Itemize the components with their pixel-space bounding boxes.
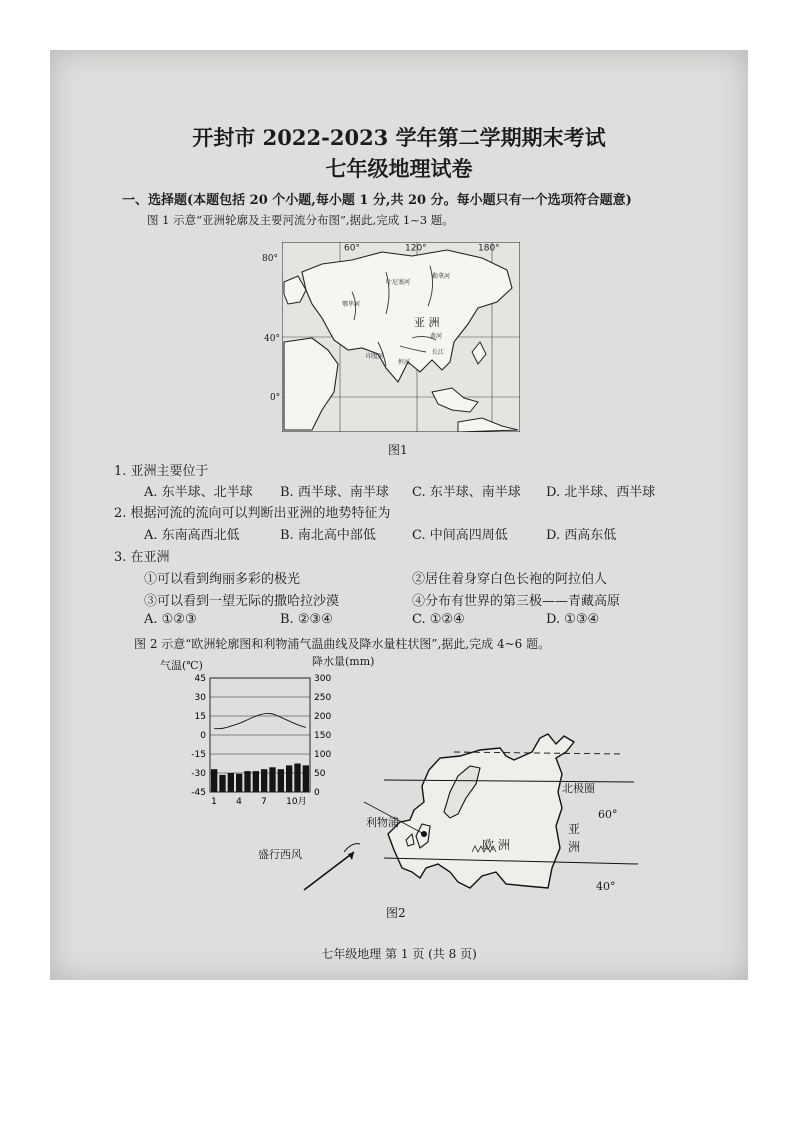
- precip-bar: [236, 774, 242, 792]
- q1-option-d: D. 北半球、西半球: [546, 485, 656, 500]
- asia-label-2: 洲: [568, 840, 581, 854]
- month-tick-label: 7: [261, 797, 267, 807]
- precip-tick-label: 0: [314, 788, 320, 798]
- river-label: 印度河: [366, 353, 385, 360]
- q3-statement-1: ①可以看到绚丽多彩的极光: [144, 572, 301, 587]
- month-tick-label: 4: [236, 797, 242, 807]
- westerlies-label: 盛行西风: [258, 848, 302, 861]
- exam-page: [50, 50, 748, 980]
- question-3-stem: 3. 在亚洲: [114, 550, 170, 565]
- river-label: 长江: [432, 349, 445, 356]
- lat-label: 40°: [264, 334, 280, 344]
- precip-tick-label: 200: [314, 712, 332, 722]
- q2-option-b: B. 南北高中部低: [280, 528, 376, 543]
- figure1-caption: 图1: [388, 443, 408, 457]
- arctic-circle-label: 北极圈: [562, 782, 595, 795]
- river-label: 恒河: [398, 359, 411, 366]
- figure2-caption: 图2: [386, 906, 406, 920]
- river-label: 鄂毕河: [342, 301, 361, 308]
- q3-option-d: D. ①③④: [546, 612, 600, 627]
- q3-option-b: B. ②③④: [280, 612, 333, 627]
- q3-statement-2: ②居住着身穿白色长袍的阿拉伯人: [412, 572, 608, 587]
- section-heading: 一、选择题(本题包括 20 个小题,每小题 1 分,共 20 分。每小题只有一个选项符合题意): [122, 193, 632, 208]
- exam-title: 开封市 2022-2023 学年第二学期期末考试: [192, 125, 606, 150]
- figure1-intro: 图 1 示意“亚洲轮廓及主要河流分布图”,据此,完成 1~3 题。: [147, 213, 454, 227]
- figure2-intro: 图 2 示意“欧洲轮廓图和利物浦气温曲线及降水量柱状图”,据此,完成 4~6 题。: [134, 637, 551, 651]
- exam-subtitle: 七年级地理试卷: [325, 156, 473, 181]
- month-tick-label: 1: [211, 797, 217, 807]
- lat-40-label: 40°: [596, 880, 616, 893]
- question-1-stem: 1. 亚洲主要位于: [114, 464, 209, 479]
- asia-label-1: 亚: [568, 822, 581, 836]
- liverpool-label: 利物浦: [366, 816, 399, 829]
- q1-option-c: C. 东半球、南半球: [412, 485, 521, 500]
- page-footer: 七年级地理 第 1 页 (共 8 页): [321, 947, 477, 961]
- asia-map: [282, 242, 520, 432]
- q3-statement-4: ④分布有世界的第三极——青藏高原: [412, 594, 621, 609]
- europe-label: 欧 洲: [482, 838, 510, 852]
- q2-option-a: A. 东南高西北低: [144, 528, 240, 543]
- q2-option-d: D. 西高东低: [546, 528, 617, 543]
- temp-tick-label: 0: [200, 731, 206, 741]
- precip-tick-label: 100: [314, 750, 332, 760]
- temp-tick-label: 30: [194, 693, 206, 703]
- q1-option-b: B. 西半球、南半球: [280, 485, 389, 500]
- precip-tick-label: 150: [314, 731, 332, 741]
- precip-tick-label: 250: [314, 693, 332, 703]
- q3-statement-3: ③可以看到一望无际的撒哈拉沙漠: [144, 594, 340, 609]
- q3-option-c: C. ①②④: [412, 612, 465, 627]
- temp-tick-label: -45: [191, 788, 206, 798]
- temp-tick-label: -30: [191, 769, 206, 779]
- precip-tick-label: 300: [314, 674, 332, 684]
- lat-label: 80°: [262, 254, 278, 264]
- lat-60-label: 60°: [598, 808, 618, 821]
- lon-label: 120°: [405, 243, 427, 254]
- precip-bar: [219, 775, 225, 792]
- month-tick-label: 10月: [286, 797, 307, 807]
- river-label: 黄河: [430, 333, 443, 340]
- question-2-stem: 2. 根据河流的流向可以判断出亚洲的地势特征为: [114, 506, 391, 521]
- river-label: 叶尼塞河: [386, 279, 411, 286]
- q2-option-c: C. 中间高四周低: [412, 528, 508, 543]
- lon-label: 60°: [344, 243, 360, 254]
- temp-tick-label: 15: [194, 712, 206, 722]
- temp-tick-label: 45: [194, 674, 206, 684]
- lon-label: 180°: [478, 243, 500, 254]
- precip-bar: [228, 773, 234, 792]
- q3-option-a: A. ①②③: [144, 612, 197, 627]
- q1-option-a: A. 东半球、北半球: [144, 485, 253, 500]
- precip-tick-label: 50: [314, 769, 326, 779]
- temp-axis-title: 气温(℃): [160, 659, 203, 672]
- region-label-asia: 亚 洲: [414, 316, 440, 329]
- temp-tick-label: -15: [191, 750, 206, 760]
- lat-label: 0°: [270, 393, 281, 403]
- precip-bar: [211, 769, 217, 792]
- river-label: 勒拿河: [432, 273, 451, 280]
- precip-axis-title: 降水量(mm): [312, 655, 375, 668]
